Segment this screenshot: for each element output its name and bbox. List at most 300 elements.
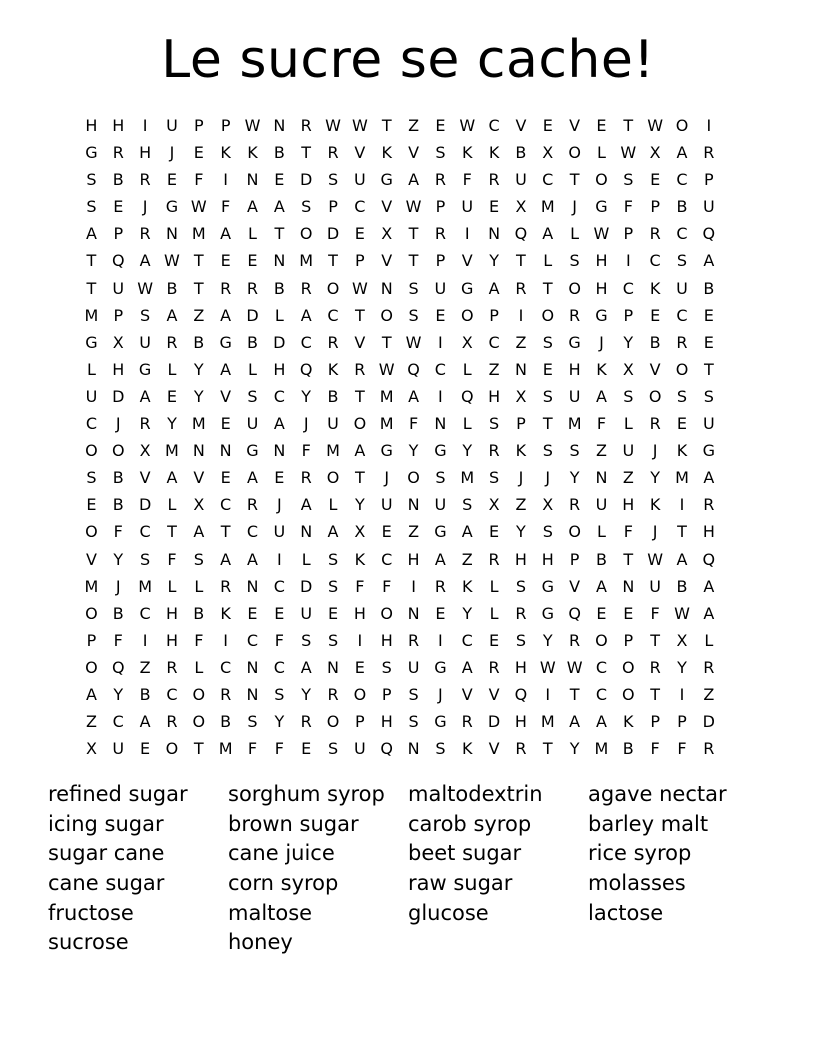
grid-letter[interactable]: U (380, 495, 393, 515)
grid-letter[interactable]: S (327, 739, 339, 759)
grid-letter[interactable]: K (676, 441, 688, 461)
grid-letter[interactable]: E (247, 251, 258, 271)
grid-letter[interactable]: Z (515, 332, 527, 352)
grid-letter[interactable]: G (434, 441, 447, 461)
grid-letter[interactable]: A (273, 197, 285, 217)
grid-letter[interactable]: V (569, 116, 581, 135)
grid-letter[interactable]: N (300, 522, 313, 542)
grid-letter[interactable]: D (487, 712, 501, 732)
grid-letter[interactable]: U (354, 170, 366, 190)
grid-letter[interactable]: R (166, 332, 178, 352)
grid-letter[interactable]: E (113, 197, 124, 217)
grid-letter[interactable]: H (380, 712, 393, 732)
grid-letter[interactable]: W (405, 332, 422, 352)
grid-letter[interactable]: P (623, 224, 634, 244)
grid-letter[interactable]: S (489, 468, 500, 488)
grid-letter[interactable]: X (488, 495, 500, 515)
grid-letter[interactable]: E (435, 603, 446, 623)
grid-letter[interactable]: O (326, 712, 340, 732)
grid-letter[interactable]: K (461, 739, 473, 759)
grid-letter[interactable]: R (649, 224, 661, 244)
grid-letter[interactable]: A (247, 549, 258, 569)
grid-letter[interactable]: E (354, 657, 365, 677)
grid-letter[interactable]: P (355, 251, 365, 271)
grid-letter[interactable]: L (489, 603, 499, 623)
grid-letter[interactable]: S (569, 441, 580, 461)
grid-letter[interactable]: T (167, 522, 177, 542)
grid-letter[interactable]: S (86, 197, 97, 217)
grid-letter[interactable]: H (273, 359, 286, 379)
grid-letter[interactable]: T (86, 278, 97, 298)
grid-letter[interactable]: I (438, 332, 443, 352)
grid-letter[interactable]: Q (702, 224, 716, 244)
grid-letter[interactable]: B (193, 332, 205, 352)
grid-letter[interactable]: I (276, 549, 282, 569)
grid-letter[interactable]: C (166, 684, 178, 704)
grid-letter[interactable]: N (165, 224, 178, 244)
grid-letter[interactable]: V (354, 332, 366, 352)
grid-letter[interactable]: A (300, 495, 312, 515)
grid-letter[interactable]: M (379, 386, 394, 406)
grid-letter[interactable]: S (381, 657, 392, 677)
grid-letter[interactable]: V (649, 359, 661, 379)
grid-letter[interactable]: D (112, 386, 125, 406)
grid-letter[interactable]: R (246, 495, 259, 515)
grid-letter[interactable]: C (649, 251, 661, 271)
grid-letter[interactable]: Y (354, 495, 365, 515)
grid-letter[interactable]: F (221, 197, 231, 217)
grid-letter[interactable]: R (112, 143, 124, 163)
grid-letter[interactable]: R (703, 657, 715, 677)
grid-letter[interactable]: V (381, 251, 393, 271)
grid-letter[interactable]: Y (113, 549, 124, 569)
grid-letter[interactable]: Z (622, 468, 634, 488)
grid-letter[interactable]: I (438, 386, 443, 406)
grid-letter[interactable]: F (623, 197, 633, 217)
grid-letter[interactable]: W (378, 359, 395, 379)
grid-letter[interactable]: B (327, 386, 339, 406)
grid-letter[interactable]: N (407, 739, 420, 759)
grid-letter[interactable]: R (220, 576, 232, 596)
grid-letter[interactable]: E (193, 143, 204, 163)
grid-letter[interactable]: W (647, 116, 664, 135)
grid-letter[interactable]: N (514, 359, 527, 379)
grid-letter[interactable]: V (461, 684, 473, 704)
grid-letter[interactable]: R (649, 414, 661, 434)
grid-letter[interactable]: L (596, 522, 606, 542)
grid-letter[interactable]: V (193, 468, 205, 488)
grid-letter[interactable]: H (595, 278, 608, 298)
grid-letter[interactable]: Z (595, 441, 607, 461)
grid-letter[interactable]: O (85, 657, 98, 677)
grid-letter[interactable]: B (273, 278, 285, 298)
grid-letter[interactable]: O (595, 630, 608, 650)
grid-letter[interactable]: S (462, 495, 473, 515)
grid-letter[interactable]: M (460, 468, 475, 488)
grid-letter[interactable]: L (704, 630, 714, 650)
grid-letter[interactable]: D (300, 576, 313, 596)
grid-letter[interactable]: L (543, 251, 553, 271)
grid-letter[interactable]: A (488, 278, 500, 298)
grid-letter[interactable]: R (139, 170, 151, 190)
grid-letter[interactable]: T (569, 684, 580, 704)
grid-letter[interactable]: Z (461, 549, 473, 569)
grid-letter[interactable]: Z (193, 305, 205, 325)
grid-letter[interactable]: E (166, 386, 177, 406)
grid-letter[interactable]: A (595, 712, 607, 732)
grid-letter[interactable]: U (112, 739, 125, 759)
grid-letter[interactable]: J (572, 197, 577, 217)
grid-letter[interactable]: P (328, 197, 338, 217)
grid-letter[interactable]: L (623, 414, 633, 434)
grid-letter[interactable]: T (408, 224, 419, 244)
grid-letter[interactable]: I (625, 251, 631, 271)
grid-letter[interactable]: E (140, 739, 151, 759)
grid-letter[interactable]: M (218, 739, 233, 759)
grid-letter[interactable]: A (220, 224, 232, 244)
grid-letter[interactable]: L (194, 657, 204, 677)
grid-letter[interactable]: R (703, 495, 715, 515)
grid-letter[interactable]: C (461, 630, 473, 650)
grid-letter[interactable]: L (248, 224, 257, 244)
grid-letter[interactable]: O (165, 739, 179, 759)
grid-letter[interactable]: L (167, 576, 177, 596)
grid-letter[interactable]: W (459, 116, 476, 135)
grid-letter[interactable]: C (595, 657, 608, 677)
grid-letter[interactable]: N (192, 441, 205, 461)
grid-letter[interactable]: A (85, 684, 97, 704)
grid-letter[interactable]: B (139, 684, 151, 704)
grid-letter[interactable]: O (568, 522, 581, 542)
grid-letter[interactable]: T (542, 278, 553, 298)
grid-letter[interactable]: O (380, 305, 393, 325)
grid-letter[interactable]: K (461, 576, 473, 596)
grid-letter[interactable]: D (326, 224, 340, 244)
grid-letter[interactable]: W (325, 116, 341, 135)
grid-letter[interactable]: G (568, 332, 581, 352)
grid-letter[interactable]: R (434, 224, 446, 244)
grid-letter[interactable]: Y (167, 414, 177, 434)
grid-letter[interactable]: S (301, 197, 312, 217)
grid-letter[interactable]: B (703, 278, 715, 298)
grid-letter[interactable]: H (85, 116, 98, 135)
grid-letter[interactable]: S (542, 441, 553, 461)
grid-letter[interactable]: P (113, 305, 124, 325)
grid-letter[interactable]: H (112, 359, 125, 379)
grid-letter[interactable]: F (274, 630, 284, 650)
grid-letter[interactable]: O (111, 441, 125, 461)
grid-letter[interactable]: A (595, 576, 607, 596)
grid-letter[interactable]: J (599, 332, 604, 352)
grid-letter[interactable]: B (273, 143, 285, 163)
grid-letter[interactable]: N (246, 657, 259, 677)
grid-letter[interactable]: E (247, 603, 258, 623)
grid-letter[interactable]: S (327, 630, 339, 650)
grid-letter[interactable]: N (246, 684, 259, 704)
grid-letter[interactable]: V (85, 549, 97, 569)
grid-letter[interactable]: O (460, 305, 474, 325)
grid-letter[interactable]: S (408, 278, 419, 298)
grid-letter[interactable]: B (246, 332, 258, 352)
grid-letter[interactable]: N (246, 170, 259, 190)
grid-letter[interactable]: H (353, 603, 366, 623)
grid-letter[interactable]: N (327, 657, 339, 677)
grid-letter[interactable]: A (85, 224, 97, 244)
grid-letter[interactable]: V (139, 468, 151, 488)
grid-letter[interactable]: Z (139, 657, 151, 677)
grid-letter[interactable]: O (192, 684, 206, 704)
grid-letter[interactable]: F (113, 630, 123, 650)
grid-letter[interactable]: Y (623, 332, 634, 352)
grid-letter[interactable]: Y (462, 603, 473, 623)
grid-letter[interactable]: F (194, 630, 204, 650)
grid-letter[interactable]: S (542, 332, 553, 352)
grid-letter[interactable]: S (408, 712, 419, 732)
grid-letter[interactable]: P (623, 630, 634, 650)
grid-letter[interactable]: R (649, 657, 661, 677)
grid-letter[interactable]: O (407, 468, 420, 488)
grid-letter[interactable]: R (515, 739, 527, 759)
grid-letter[interactable]: S (140, 305, 151, 325)
grid-letter[interactable]: F (194, 170, 204, 190)
grid-letter[interactable]: U (85, 386, 98, 406)
grid-letter[interactable]: A (193, 522, 205, 542)
grid-letter[interactable]: S (86, 170, 97, 190)
grid-letter[interactable]: X (139, 441, 151, 461)
grid-letter[interactable]: H (407, 549, 420, 569)
grid-letter[interactable]: B (595, 549, 607, 569)
grid-letter[interactable]: W (539, 657, 556, 677)
grid-letter[interactable]: C (354, 197, 366, 217)
grid-letter[interactable]: B (112, 468, 124, 488)
grid-letter[interactable]: V (354, 143, 366, 163)
grid-letter[interactable]: W (620, 143, 637, 163)
grid-letter[interactable]: N (219, 441, 232, 461)
grid-letter[interactable]: U (434, 278, 447, 298)
grid-letter[interactable]: E (220, 468, 231, 488)
grid-letter[interactable]: G (85, 143, 98, 163)
grid-letter[interactable]: A (139, 251, 151, 271)
grid-letter[interactable]: D (138, 495, 152, 515)
grid-letter[interactable]: I (411, 576, 416, 596)
grid-letter[interactable]: N (273, 116, 286, 135)
grid-letter[interactable]: P (381, 684, 392, 704)
grid-letter[interactable]: E (166, 170, 177, 190)
grid-letter[interactable]: G (380, 170, 393, 190)
grid-letter[interactable]: B (515, 143, 527, 163)
grid-letter[interactable]: T (542, 739, 553, 759)
grid-letter[interactable]: G (434, 522, 447, 542)
grid-letter[interactable]: S (703, 386, 714, 406)
grid-letter[interactable]: R (220, 684, 232, 704)
grid-letter[interactable]: T (354, 305, 365, 325)
grid-letter[interactable]: R (488, 549, 500, 569)
grid-letter[interactable]: J (438, 684, 443, 704)
grid-letter[interactable]: L (328, 495, 338, 515)
grid-letter[interactable]: V (569, 576, 581, 596)
grid-letter[interactable]: Y (408, 441, 419, 461)
grid-letter[interactable]: R (300, 468, 312, 488)
grid-letter[interactable]: T (354, 386, 365, 406)
grid-letter[interactable]: X (515, 386, 527, 406)
grid-letter[interactable]: T (542, 414, 553, 434)
grid-letter[interactable]: T (516, 251, 526, 271)
grid-letter[interactable]: T (328, 251, 338, 271)
grid-letter[interactable]: S (623, 386, 634, 406)
grid-letter[interactable]: B (112, 603, 124, 623)
grid-letter[interactable]: A (300, 305, 312, 325)
grid-letter[interactable]: Y (193, 359, 204, 379)
grid-letter[interactable]: K (649, 495, 661, 515)
grid-letter[interactable]: M (540, 197, 555, 217)
grid-letter[interactable]: E (489, 197, 500, 217)
grid-letter[interactable]: Q (380, 739, 393, 759)
grid-letter[interactable]: T (220, 522, 231, 542)
grid-letter[interactable]: P (113, 224, 124, 244)
grid-letter[interactable]: F (462, 170, 472, 190)
grid-letter[interactable]: Q (407, 359, 420, 379)
grid-letter[interactable]: N (595, 468, 608, 488)
grid-letter[interactable]: H (139, 143, 152, 163)
grid-letter[interactable]: C (273, 576, 285, 596)
grid-letter[interactable]: F (677, 739, 687, 759)
grid-letter[interactable]: C (327, 305, 339, 325)
grid-letter[interactable]: B (166, 278, 178, 298)
grid-letter[interactable]: A (139, 386, 151, 406)
grid-letter[interactable]: E (220, 414, 231, 434)
grid-letter[interactable]: L (248, 359, 257, 379)
grid-letter[interactable]: P (677, 712, 687, 732)
grid-letter[interactable]: G (461, 278, 474, 298)
grid-letter[interactable]: X (622, 359, 634, 379)
grid-letter[interactable]: C (300, 332, 312, 352)
grid-letter[interactable]: G (595, 197, 608, 217)
grid-letter[interactable]: O (326, 468, 340, 488)
grid-letter[interactable]: N (434, 414, 447, 434)
grid-letter[interactable]: P (516, 414, 526, 434)
grid-letter[interactable]: G (541, 603, 554, 623)
grid-letter[interactable]: T (623, 116, 634, 135)
grid-letter[interactable]: R (703, 143, 715, 163)
grid-letter[interactable]: C (85, 414, 97, 434)
grid-letter[interactable]: O (192, 712, 206, 732)
grid-letter[interactable]: P (355, 712, 365, 732)
grid-letter[interactable]: D (702, 712, 715, 732)
grid-letter[interactable]: M (191, 224, 206, 244)
grid-letter[interactable]: J (115, 414, 121, 434)
grid-letter[interactable]: S (86, 468, 97, 488)
grid-letter[interactable]: I (464, 224, 470, 244)
grid-letter[interactable]: B (112, 495, 124, 515)
grid-letter[interactable]: P (220, 116, 231, 135)
grid-letter[interactable]: I (679, 495, 685, 515)
grid-letter[interactable]: Y (516, 522, 526, 542)
grid-letter[interactable]: A (703, 468, 715, 488)
grid-letter[interactable]: I (679, 684, 685, 704)
grid-letter[interactable]: A (703, 251, 715, 271)
grid-letter[interactable]: S (327, 576, 339, 596)
grid-letter[interactable]: G (165, 197, 179, 217)
grid-letter[interactable]: P (193, 116, 204, 135)
grid-letter[interactable]: R (703, 739, 715, 759)
grid-letter[interactable]: S (623, 170, 634, 190)
grid-letter[interactable]: K (220, 143, 231, 163)
grid-letter[interactable]: Y (489, 251, 499, 271)
grid-letter[interactable]: R (569, 630, 581, 650)
grid-letter[interactable]: X (354, 522, 366, 542)
grid-letter[interactable]: H (622, 495, 635, 515)
grid-letter[interactable]: O (85, 522, 98, 542)
grid-letter[interactable]: S (193, 549, 204, 569)
grid-letter[interactable]: K (623, 712, 634, 732)
grid-letter[interactable]: C (488, 116, 500, 135)
grid-letter[interactable]: U (354, 739, 366, 759)
grid-letter[interactable]: D (246, 305, 259, 325)
grid-letter[interactable]: R (327, 143, 339, 163)
grid-letter[interactable]: T (677, 522, 687, 542)
grid-letter[interactable]: Y (113, 684, 124, 704)
grid-letter[interactable]: N (273, 441, 286, 461)
grid-letter[interactable]: N (246, 576, 259, 596)
grid-letter[interactable]: R (515, 603, 527, 623)
grid-letter[interactable]: N (273, 251, 286, 271)
grid-letter[interactable]: F (355, 576, 365, 596)
grid-letter[interactable]: L (194, 576, 204, 596)
grid-letter[interactable]: C (676, 305, 688, 325)
grid-letter[interactable]: G (595, 305, 608, 325)
grid-letter[interactable]: C (273, 657, 285, 677)
grid-letter[interactable]: C (542, 170, 554, 190)
grid-letter[interactable]: C (381, 549, 393, 569)
grid-letter[interactable]: O (675, 116, 689, 135)
grid-letter[interactable]: A (273, 414, 285, 434)
grid-letter[interactable]: A (461, 657, 473, 677)
grid-letter[interactable]: W (674, 603, 690, 623)
grid-letter[interactable]: C (434, 359, 446, 379)
grid-letter[interactable]: M (379, 414, 394, 434)
grid-letter[interactable]: U (434, 495, 447, 515)
grid-letter[interactable]: S (676, 386, 688, 406)
grid-letter[interactable]: B (649, 332, 661, 352)
grid-letter[interactable]: D (300, 170, 313, 190)
grid-letter[interactable]: J (303, 414, 309, 434)
grid-letter[interactable]: S (247, 712, 258, 732)
grid-letter[interactable]: Q (299, 359, 313, 379)
grid-letter[interactable]: O (541, 305, 555, 325)
grid-letter[interactable]: R (300, 712, 312, 732)
grid-letter[interactable]: Y (677, 657, 687, 677)
grid-letter[interactable]: T (86, 251, 97, 271)
grid-letter[interactable]: Z (703, 684, 715, 704)
grid-letter[interactable]: C (139, 603, 151, 623)
grid-letter[interactable]: S (542, 386, 553, 406)
grid-letter[interactable]: F (247, 739, 258, 759)
grid-letter[interactable]: Z (488, 359, 500, 379)
grid-letter[interactable]: A (408, 170, 420, 190)
grid-letter[interactable]: B (622, 739, 634, 759)
grid-letter[interactable]: R (139, 414, 151, 434)
grid-letter[interactable]: N (622, 576, 635, 596)
grid-letter[interactable]: O (568, 278, 581, 298)
grid-letter[interactable]: H (514, 549, 527, 569)
grid-letter[interactable]: K (596, 359, 607, 379)
grid-letter[interactable]: U (649, 576, 661, 596)
grid-letter[interactable]: R (300, 116, 312, 135)
grid-letter[interactable]: R (300, 278, 312, 298)
grid-letter[interactable]: Y (274, 712, 285, 732)
grid-letter[interactable]: C (676, 224, 688, 244)
grid-letter[interactable]: C (139, 522, 151, 542)
